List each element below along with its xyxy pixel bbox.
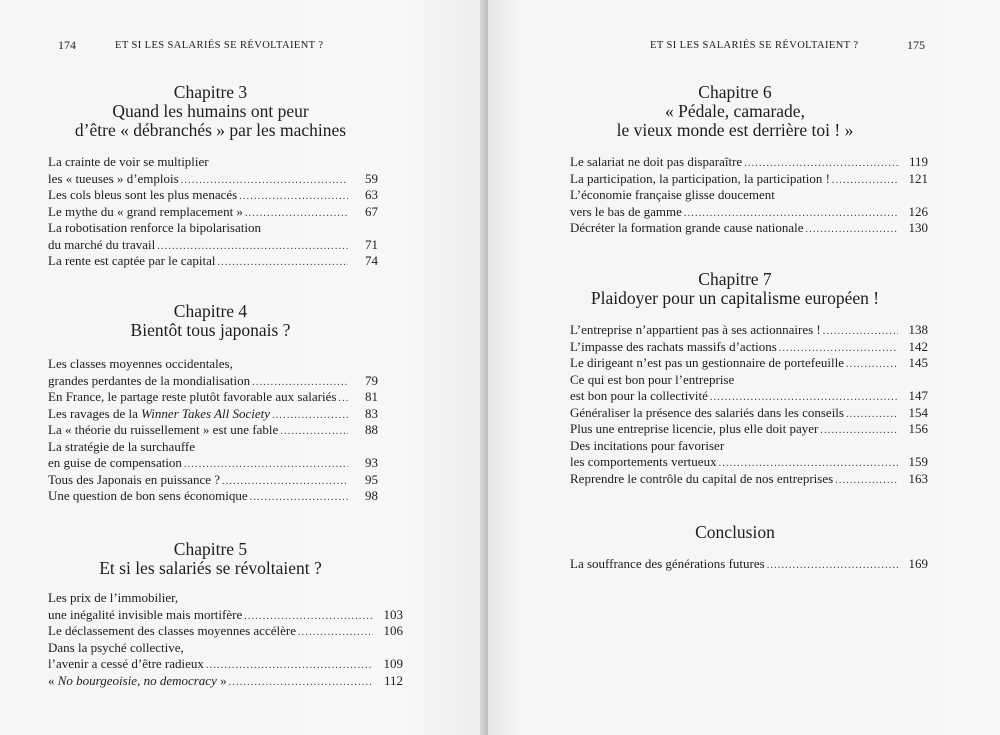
dot-leader <box>835 473 898 490</box>
toc-entry <box>48 623 403 640</box>
toc-entry-title: Généraliser la présence des salariés dans les conseils <box>570 404 844 420</box>
toc-entry <box>570 421 928 438</box>
toc-page-number: 142 <box>908 338 928 354</box>
toc-entry <box>48 237 378 254</box>
toc-entry <box>570 388 928 405</box>
page-number: 174 <box>58 38 76 52</box>
toc-page-number: 112 <box>383 672 403 688</box>
toc-entry-title: Décréter la formation grande cause nationale <box>570 220 804 235</box>
chapter-number: Chapitre 3 <box>173 82 248 102</box>
toc-entry-title: Le mythe du « grand remplacement » <box>48 203 243 219</box>
toc-entry-title: La rente est captée par le capital <box>48 253 216 268</box>
toc-entry-title: En France, le partage reste plutôt favorable aux salariés <box>48 389 337 404</box>
toc-page-number: 156 <box>908 421 928 436</box>
toc-entry-title: grandes perdantes de la mondialisation <box>48 372 251 388</box>
toc-entry <box>48 656 403 673</box>
chapter-number: Chapitre 5 <box>173 539 248 559</box>
toc-entry <box>48 389 378 406</box>
chapter-number: Chapitre 6 <box>698 82 772 102</box>
chapter-heading <box>48 540 373 578</box>
toc-entry <box>48 607 403 624</box>
toc-entry-title <box>48 406 270 423</box>
toc-entry <box>570 471 928 488</box>
toc-entry-line <box>48 220 378 237</box>
toc-entry-text: Des incitations pour favoriser <box>570 437 725 453</box>
toc-entry-text: Les classes moyennes occidentales, <box>48 356 233 371</box>
chapter-title-line: Plaidoyer pour un capitalisme européen ! <box>590 288 880 308</box>
toc-entry-title: les comportements vertueux <box>570 454 717 469</box>
chapter-title-line: Quand les humains ont peur <box>112 101 309 121</box>
toc-entry <box>570 454 928 471</box>
toc-entry-title: vers le bas de gamme <box>570 203 682 219</box>
toc-page-number: 81 <box>365 389 378 404</box>
toc-entry-title: La participation, la participation, la participation ! <box>570 170 830 186</box>
toc-list <box>570 154 928 237</box>
toc-entry-text: « <box>48 672 58 688</box>
chapter-heading <box>48 83 373 140</box>
toc-entry-title: L’entreprise n’appartient pas à ses actionnaires ! <box>570 322 821 337</box>
toc-page-number: 138 <box>908 322 928 337</box>
toc-page-number: 159 <box>908 454 928 469</box>
chapter-title-line: le vieux monde est derrière toi ! » <box>616 120 854 140</box>
toc-list <box>48 356 378 505</box>
toc-entry-title: Reprendre le contrôle du capital de nos entreprises <box>570 470 834 486</box>
toc-page-number: 79 <box>365 372 378 388</box>
toc-entry <box>48 204 378 221</box>
toc-entry-text: Dans la psyché collective, <box>48 639 184 655</box>
toc-entry <box>570 556 928 573</box>
toc-page-number: 93 <box>365 455 378 470</box>
chapter-title-line: « Pédale, camarade, <box>665 101 805 121</box>
toc-page-number: 163 <box>908 470 928 486</box>
toc-entry <box>48 373 378 390</box>
toc-entry-line <box>48 154 378 171</box>
toc-entry-line <box>570 187 928 204</box>
toc-page-number: 63 <box>365 187 378 202</box>
toc-entry <box>570 220 928 237</box>
toc-page-number: 83 <box>365 405 378 421</box>
toc-entry-title: Tous des Japonais en puissance ? <box>48 471 221 487</box>
toc-entry-text: L’économie française glisse doucement <box>570 187 775 202</box>
running-head: ET SI LES SALARIÉS SE RÉVOLTAIENT ? <box>650 40 859 51</box>
toc-entry-line <box>570 372 928 389</box>
toc-list <box>570 322 928 487</box>
chapter-number: Chapitre 4 <box>173 301 248 321</box>
toc-entry-line <box>48 356 378 373</box>
toc-page-number: 121 <box>908 170 928 186</box>
toc-entry-text: La robotisation renforce la bipolarisation <box>48 220 261 235</box>
toc-list <box>48 154 378 270</box>
toc-page-number: 109 <box>383 656 403 671</box>
toc-entry <box>570 339 928 356</box>
toc-entry <box>48 422 378 439</box>
toc-entry <box>570 154 928 171</box>
page-number: 175 <box>907 38 925 52</box>
toc-entry-italic-text: No bourgeoisie, no democracy <box>57 672 217 688</box>
dot-leader <box>250 490 348 507</box>
conclusion-heading: Conclusion <box>695 522 775 542</box>
toc-page-number: 147 <box>908 388 928 403</box>
toc-page-number: 74 <box>365 253 378 268</box>
running-head: ET SI LES SALARIÉS SE RÉVOLTAIENT ? <box>115 40 324 51</box>
toc-entry-line <box>48 439 378 456</box>
dot-leader <box>767 558 898 575</box>
toc-page-number: 119 <box>908 154 928 169</box>
chapter-heading <box>48 302 373 340</box>
toc-entry <box>48 673 403 690</box>
toc-entry-title: est bon pour la collectivité <box>570 388 708 403</box>
chapter-title-line: d’être « débranchés » par les machines <box>74 120 347 140</box>
toc-entry <box>570 405 928 422</box>
dot-leader <box>217 255 348 272</box>
toc-page-number: 98 <box>365 488 378 503</box>
toc-page-number: 103 <box>383 606 403 622</box>
toc-entry-title: l’avenir a cessé d’être radieux <box>48 656 204 671</box>
toc-page-number: 88 <box>365 422 378 437</box>
toc-entry <box>570 322 928 339</box>
toc-page-number: 126 <box>908 203 928 219</box>
toc-entry-title: Plus une entreprise licencie, plus elle doit payer <box>570 421 819 436</box>
toc-entry-title: du marché du travail <box>48 236 156 252</box>
toc-entry-text: La crainte de voir se multiplier <box>48 154 209 169</box>
toc-entry-text: La stratégie de la surchauffe <box>48 438 196 454</box>
toc-page-number: 106 <box>383 623 403 638</box>
toc-entry-title: La souffrance des générations futures <box>570 556 765 571</box>
toc-page-number: 169 <box>908 556 928 571</box>
toc-page-number: 130 <box>908 220 928 235</box>
toc-entry-title: Les cols bleus sont les plus menacés <box>48 187 238 202</box>
toc-entry-title: une inégalité invisible mais mortifère <box>48 606 243 622</box>
toc-entry-italic-text: Winner Takes All Society <box>141 405 271 421</box>
toc-page-number: 67 <box>365 203 378 219</box>
toc-entry-text: Les ravages de la <box>48 405 142 421</box>
toc-list <box>570 556 928 573</box>
toc-entry <box>570 171 928 188</box>
chapter-title-line: Bientôt tous japonais ? <box>130 320 291 340</box>
toc-page-number: 145 <box>908 355 928 370</box>
dot-leader <box>229 675 373 692</box>
toc-entry <box>570 204 928 221</box>
toc-entry <box>48 406 378 423</box>
chapter-heading <box>570 83 900 140</box>
toc-entry-title: Le salariat ne doit pas disparaître <box>570 154 743 169</box>
toc-entry <box>48 472 378 489</box>
toc-entry-line <box>570 438 928 455</box>
chapter-number: Chapitre 7 <box>698 269 772 289</box>
toc-entry <box>48 187 378 204</box>
toc-page-number: 59 <box>365 170 378 186</box>
toc-entry-text: Les prix de l’immobilier, <box>48 590 179 605</box>
toc-entry-text: » <box>216 672 227 688</box>
toc-page-number: 71 <box>365 236 378 252</box>
toc-entry-line <box>48 640 403 657</box>
chapter-heading <box>570 270 900 308</box>
toc-entry-title <box>48 673 227 690</box>
toc-page-number: 95 <box>365 471 378 487</box>
toc-entry <box>48 488 378 505</box>
toc-entry-title: L’impasse des rachats massifs d’actions <box>570 338 777 354</box>
toc-entry-title: La « théorie du ruissellement » est une fable <box>48 422 279 437</box>
toc-entry-title: Le dirigeant n’est pas un gestionnaire de portefeuille <box>570 355 844 370</box>
toc-entry-title: les « tueuses » d’emplois <box>48 170 179 186</box>
toc-entry <box>48 253 378 270</box>
toc-entry <box>48 455 378 472</box>
toc-entry-line <box>48 590 403 607</box>
left-page <box>0 0 486 735</box>
toc-entry <box>48 171 378 188</box>
toc-entry-text: Ce qui est bon pour l’entreprise <box>570 371 735 387</box>
toc-entry-title: Le déclassement des classes moyennes accélère <box>48 623 296 638</box>
toc-page-number: 154 <box>908 404 928 420</box>
toc-entry-title: en guise de compensation <box>48 455 182 470</box>
dot-leader <box>806 222 898 239</box>
right-page <box>488 0 1000 735</box>
chapter-title-line: Et si les salariés se révoltaient ? <box>99 558 322 578</box>
toc-entry <box>570 355 928 372</box>
toc-entry-title: Une question de bon sens économique <box>48 488 248 503</box>
toc-list <box>48 590 403 689</box>
